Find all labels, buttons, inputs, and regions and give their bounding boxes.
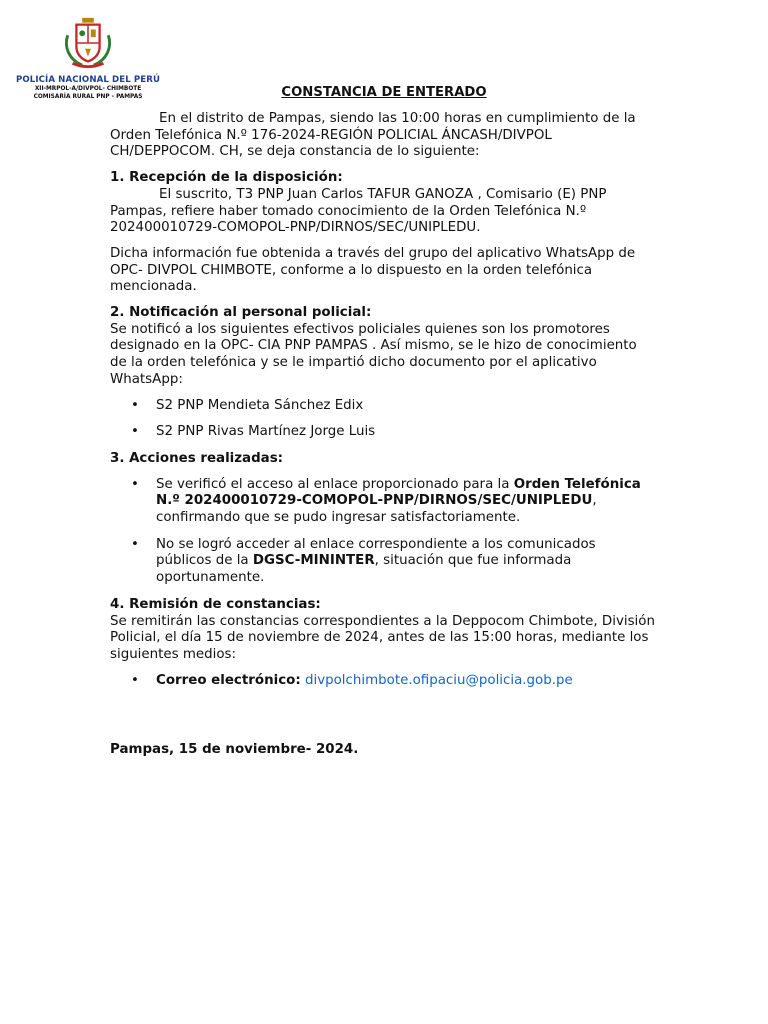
police-seal-logo bbox=[59, 14, 117, 72]
bullet-icon: • bbox=[131, 424, 139, 440]
action-1-order-reference: Orden Telefónica N.º 202400010729-COMOPOL-PNP/DIRNOS/SEC/UNIPLEDU bbox=[156, 476, 641, 509]
section-1-paragraph-1: El suscrito, T3 PNP Juan Carlos TAFUR GANOZA , Comisario (E) PNP Pampas, refiere haber tomado conocimiento de la Orden Telefónica N.º 202400010729-COMOPOL-PNP/DIRNOS/SEC/UNIPLEDU. bbox=[110, 186, 607, 236]
section-3-heading: 3. Acciones realizadas: bbox=[110, 450, 284, 466]
list-item bbox=[110, 673, 655, 690]
section-2-paragraph: Se notificó a los siguientes efectivos policiales quienes son los promotores designado en la OPC- CIA PNP PAMPAS . Así mismo, se le hizo de conocimiento de la orden telefónica y se le impartió dicho documento por el aplicativo WhatsApp: bbox=[110, 321, 637, 387]
bullet-icon: • bbox=[131, 536, 139, 552]
list-item bbox=[110, 537, 655, 587]
intro-paragraph: En el distrito de Pampas, siendo las 10:00 horas en cumplimiento de la Orden Telefónica N.º 176-2024-REGIÓN POLICIAL ÁNCASH/DIVPOL CH/DEPPOCOM. CH, se deja constancia de lo siguiente: bbox=[110, 111, 636, 160]
document-title: CONSTANCIA DE ENTERADO bbox=[281, 85, 487, 100]
personnel-list bbox=[110, 398, 655, 441]
list-item bbox=[110, 398, 655, 415]
list-item bbox=[110, 477, 655, 527]
action-2-text: No se logró acceder al enlace correspondiente a los comunicados públicos de la bbox=[156, 536, 596, 569]
list-item bbox=[110, 424, 655, 441]
email-label: Correo electrónico: bbox=[156, 672, 301, 688]
bullet-icon: • bbox=[131, 397, 139, 413]
action-1-text: Se verificó el acceso al enlace proporcionado para la bbox=[156, 476, 514, 492]
bullet-icon: • bbox=[131, 476, 139, 492]
bullet-icon: • bbox=[131, 672, 139, 688]
personnel-name: S2 PNP Mendieta Sánchez Edix bbox=[156, 397, 364, 413]
actions-list bbox=[110, 477, 655, 587]
document-body bbox=[110, 111, 655, 759]
org-subline-1: XII-MRPOL-A/DIVPOL- CHIMBOTE bbox=[34, 86, 142, 92]
section-4-paragraph: Se remitirán las constancias correspondientes a la Deppocom Chimbote, División Policial, el día 15 de noviembre de 2024, antes de las 15:00 horas, mediante los siguientes medios: bbox=[110, 613, 655, 662]
section-1-paragraph-2: Dicha información fue obtenida a través del grupo del aplicativo WhatsApp de OPC- DIVPOL CHIMBOTE, conforme a lo dispuesto en la orden telefónica mencionada. bbox=[110, 245, 636, 295]
section-4-heading: 4. Remisión de constancias: bbox=[110, 596, 321, 612]
closing-date-line: Pampas, 15 de noviembre- 2024. bbox=[110, 742, 359, 758]
section-1-heading: 1. Recepción de la disposición: bbox=[110, 170, 343, 186]
org-subline-2: COMISARÍA RURAL PNP - PAMPAS bbox=[33, 94, 143, 100]
section-2-heading: 2. Notificación al personal policial: bbox=[110, 305, 372, 321]
personnel-name: S2 PNP Rivas Martínez Jorge Luis bbox=[156, 424, 376, 440]
action-2-entity: DGSC-MININTER bbox=[252, 553, 375, 569]
org-name: POLICÍA NACIONAL DEL PERÚ bbox=[15, 75, 161, 85]
action-2-text-end: , situación que fue informada oportunamente. bbox=[156, 553, 572, 586]
email-link[interactable]: divpolchimbote.ofipaciu@policia.gob.pe bbox=[304, 672, 573, 688]
delivery-methods-list bbox=[110, 673, 655, 690]
action-1-text-end: , confirmando que se pudo ingresar satisfactoriamente. bbox=[156, 493, 597, 526]
